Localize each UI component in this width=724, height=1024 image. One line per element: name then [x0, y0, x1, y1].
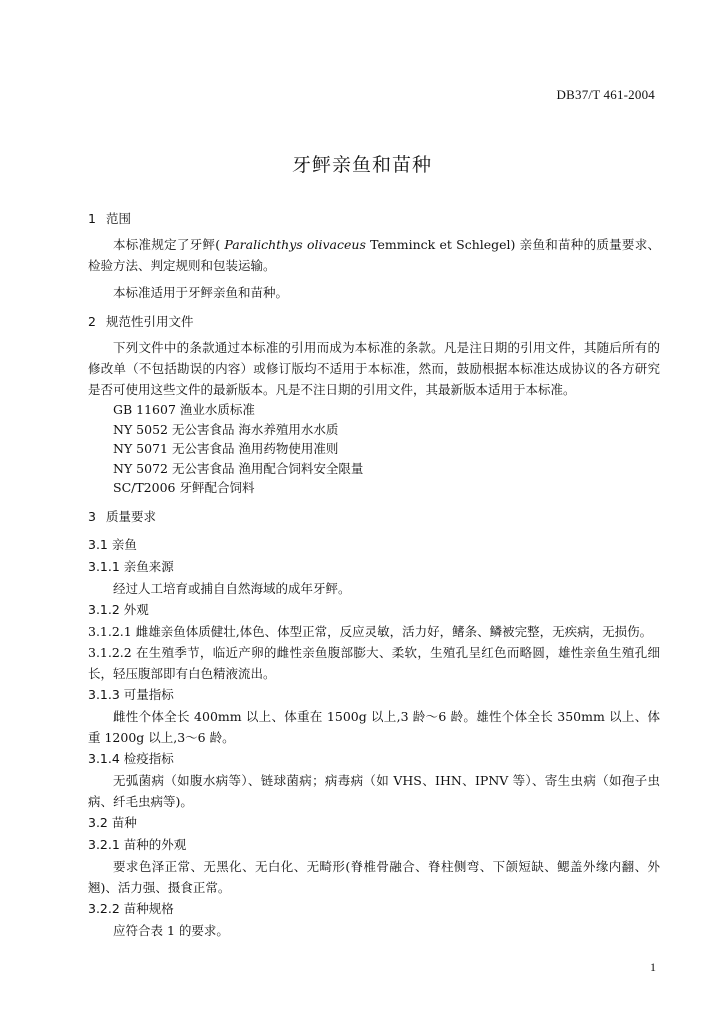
ref-item: NY 5052 无公害食品 海水养殖用水水质 — [113, 421, 339, 437]
subsection-heading: 3.1.1 亲鱼来源 — [88, 558, 174, 574]
section-title: 质量要求 — [106, 508, 157, 524]
section-number: 2 — [88, 314, 96, 329]
scope-paragraph-2: 本标准适用于牙鲆亲鱼和苗种。 — [113, 285, 289, 300]
section-heading-quality — [88, 506, 660, 528]
subsection-heading: 3.1.2 外观 — [88, 601, 149, 617]
section-number: 3 — [88, 508, 96, 524]
clause-paragraph: 3.1.2.1 雌雄亲鱼体质健壮,体色、体型正常，反应灵敏，活力好，鳍条、鳞被完整，无疾病，无损伤。 — [88, 623, 653, 639]
section-title: 规范性引用文件 — [106, 314, 194, 329]
subsection-heading: 3.2.2 苗种规格 — [88, 900, 174, 916]
ref-item: NY 5072 无公害食品 渔用配合饲料安全限量 — [113, 460, 364, 476]
section-heading-refs — [88, 311, 660, 333]
refs-intro-paragraph: 下列文件中的条款通过本标准的引用而成为本标准的条款。凡是注日期的引用文件，其随后所有的修改单（不包括勘误的内容）或修订版均不适用于本标准，然而，鼓励根据本标准达成协议的各方研究是否可使用这些文件的最新版本。凡是不注日期的引用文件，其最新版本适用于本标准。 — [88, 340, 660, 397]
scope-text-post: Temminck et Schlegel) 亲鱼和苗种的质量要求、检验方法、判定规则和包装运输。 — [88, 237, 660, 273]
page-number: 1 — [650, 960, 656, 974]
subsection-paragraph: 要求色泽正常、无黑化、无白化、无畸形(脊椎骨融合、脊柱侧弯、下颌短缺、鳃盖外缘内翻、外翘)、活力强、摄食正常。 — [88, 858, 660, 895]
ref-item: NY 5071 无公害食品 渔用药物使用准则 — [113, 441, 339, 456]
section-title: 范围 — [106, 211, 132, 226]
document-title: 牙鲆亲鱼和苗种 — [291, 154, 432, 176]
subsection-heading: 3.1.3 可量指标 — [88, 686, 174, 702]
document-body — [88, 208, 660, 941]
subsection-paragraph: 经过人工培育或捕自自然海域的成年牙鲆。 — [113, 580, 351, 596]
subsection-heading: 3.2 苗种 — [88, 814, 137, 830]
standard-code: DB37/T 461-2004 — [556, 87, 655, 102]
scope-paragraph-1 — [88, 234, 660, 276]
subsection-paragraph: 应符合表 1 的要求。 — [113, 922, 229, 938]
section-heading-scope — [88, 208, 660, 230]
ref-item: GB 11607 渔业水质标准 — [113, 402, 255, 417]
ref-item: SC/T2006 牙鲆配合饲料 — [113, 480, 255, 495]
clause-paragraph: 3.1.2.2 在生殖季节，临近产卵的雌性亲鱼腹部膨大、柔软，生殖孔呈红色而略圆，雄性亲鱼生殖孔细长，轻压腹部即有白色精液流出。 — [88, 644, 660, 681]
subsection-paragraph: 雌性个体全长 400mm 以上、体重在 1500g 以上,3 龄～6 龄。雄性个体全长 350mm 以上、体重 1200g 以上,3～6 龄。 — [88, 708, 660, 745]
section-number: 1 — [88, 211, 96, 226]
species-latin-name: Paralichthys olivaceus — [220, 237, 366, 252]
scope-text-pre: 本标准规定了牙鲆( — [113, 237, 221, 252]
subsection-heading: 3.1 亲鱼 — [88, 536, 137, 552]
subsection-heading: 3.2.1 苗种的外观 — [88, 836, 187, 852]
subsection-paragraph: 无弧菌病（如腹水病等）、链球菌病；病毒病（如 VHS、IHN、IPNV 等）、寄生虫病（如孢子虫病、纤毛虫病等)。 — [88, 772, 660, 809]
subsection-heading: 3.1.4 检疫指标 — [88, 750, 174, 766]
